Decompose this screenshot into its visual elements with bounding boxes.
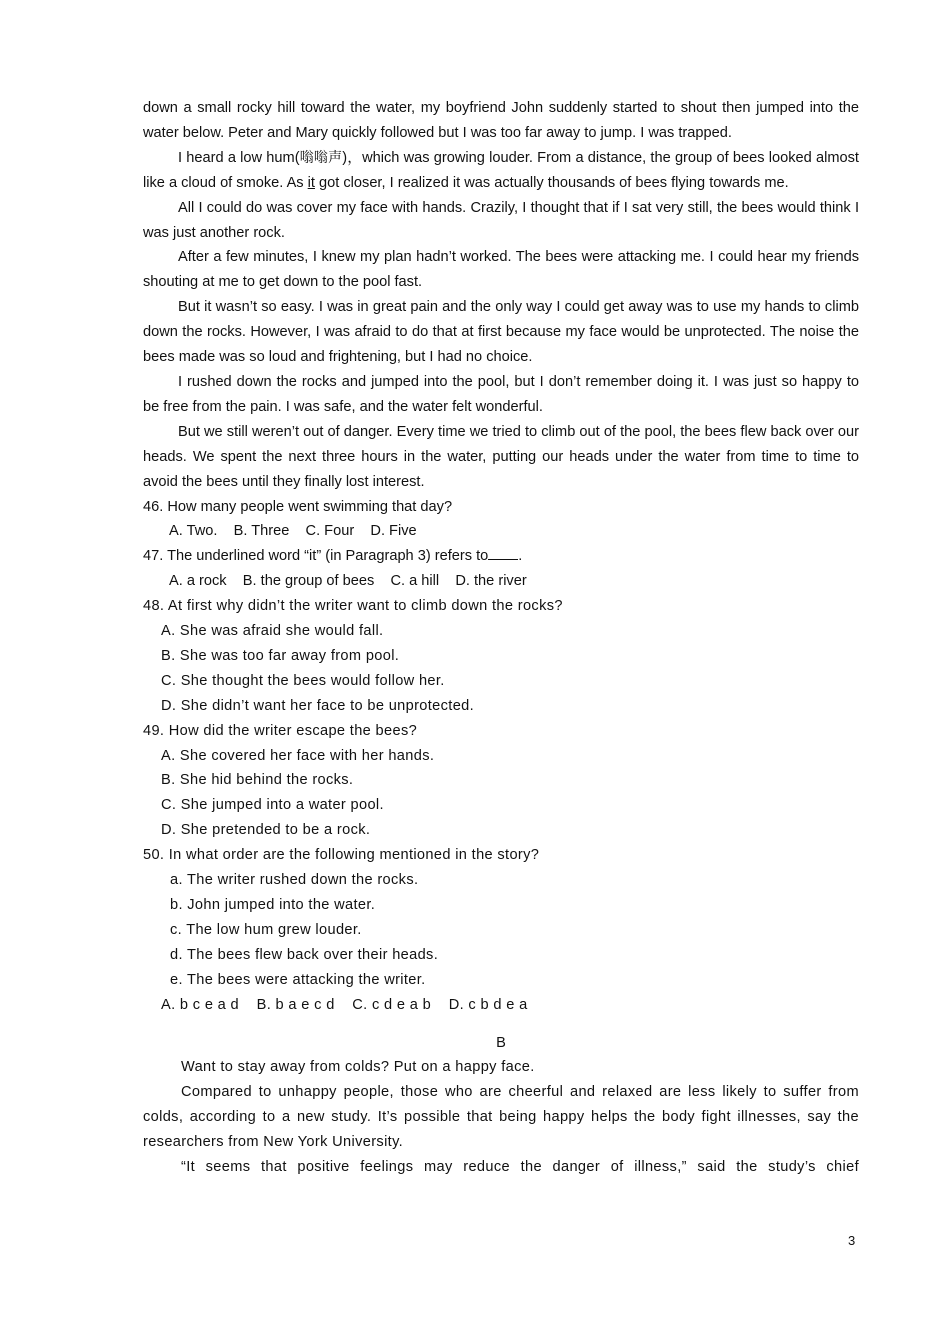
paragraph-2-text-start: I heard a low hum( bbox=[178, 149, 300, 166]
question-48-option: A. She was afraid she would fall. bbox=[161, 623, 384, 640]
question-46-options: A. Two. B. Three C. Four D. Five bbox=[169, 523, 417, 540]
question-49-option: C. She jumped into a water pool. bbox=[161, 797, 384, 814]
question-47-stem bbox=[143, 544, 859, 569]
passage-b-paragraph-1: Want to stay away from colds? Put on a happy face. bbox=[181, 1059, 535, 1076]
question-47-stem-text: 47. The underlined word “it” (in Paragraph 3) refers to bbox=[143, 548, 489, 565]
question-50-event: b. John jumped into the water. bbox=[170, 897, 376, 913]
page-number: 3 bbox=[848, 1233, 856, 1248]
underlined-word-it: it bbox=[307, 174, 315, 191]
question-49-option: A. She covered her face with her hands. bbox=[161, 747, 435, 764]
question-48-option: C. She thought the bees would follow her. bbox=[161, 672, 445, 689]
question-49-option: B. She hid behind the rocks. bbox=[161, 772, 354, 789]
question-50-event: d. The bees flew back over their heads. bbox=[170, 946, 439, 963]
question-48-option: B. She was too far away from pool. bbox=[161, 647, 400, 664]
question-50-event: e. The bees were attacking the writer. bbox=[170, 971, 426, 988]
question-49-option: D. She pretended to be a rock. bbox=[161, 822, 371, 839]
chinese-gloss: 嗡嗡声 bbox=[299, 149, 343, 166]
passage-b-paragraph-2: Compared to unhappy people, those who are cheerful and relaxed are less likely to suffer from colds, according to a new study. It’s possible that being happy helps the body fight illnesses, say the researchers from New York University. bbox=[143, 1084, 859, 1151]
question-50-options: A. b c e a d B. b a e c d C. c d e a b D. c b d e a bbox=[161, 996, 528, 1013]
passage-a-paragraph-5: But it wasn’t so easy. I was in great pain and the only way I could get away was to use my hands to climb down the rocks. However, I was afraid to do that at first because my face would be unprotected. The noise the bees made was so loud and frightening, but I had no choice. bbox=[143, 299, 859, 366]
question-50-event: a. The writer rushed down the rocks. bbox=[170, 872, 419, 889]
passage-b-paragraph-3: “It seems that positive feelings may reduce the danger of illness,” said the study’s chief bbox=[181, 1159, 859, 1176]
question-47-stem-end: . bbox=[518, 548, 523, 565]
question-47-options: A. a rock B. the group of bees C. a hill D. the river bbox=[169, 573, 527, 590]
paragraph-2-text-end: got closer, I realized it was actually thousands of bees flying towards me. bbox=[314, 174, 789, 191]
passage-a-paragraph-3: All I could do was cover my face with hands. Crazily, I thought that if I sat very still, the bees would think I was just another rock. bbox=[143, 199, 859, 241]
section-heading-b: B bbox=[496, 1034, 506, 1051]
passage-a-paragraph-7: But we still weren’t out of danger. Every time we tried to climb out of the pool, the bees flew back over our heads. We spent the next three hours in the water, putting our heads under the water from time to time to avoid the bees until they finally lost interest. bbox=[143, 423, 859, 490]
paragraph-2-text-middle: )，which was growing louder. From a distance, the group of bees looked almost like a cloud of smoke. As bbox=[143, 149, 859, 191]
question-48-stem: 48. At first why didn’t the writer want to climb down the rocks? bbox=[143, 598, 563, 615]
page-content bbox=[143, 96, 859, 1180]
question-48-option: D. She didn’t want her face to be unprotected. bbox=[161, 697, 475, 714]
passage-a-paragraph-6: I rushed down the rocks and jumped into the pool, but I don’t remember doing it. I was just so happy to be free from the pain. I was safe, and the water felt wonderful. bbox=[143, 373, 859, 415]
passage-a-paragraph-2 bbox=[143, 146, 859, 196]
question-50-stem: 50. In what order are the following mentioned in the story? bbox=[143, 847, 540, 864]
question-46-stem: 46. How many people went swimming that day? bbox=[143, 498, 453, 515]
question-50-event: c. The low hum grew louder. bbox=[170, 921, 362, 938]
passage-a-paragraph-1: down a small rocky hill toward the water, my boyfriend John suddenly started to shout then jumped into the water below. Peter and Mary quickly followed but I was too far away to jump. I was trapped. bbox=[143, 100, 859, 141]
passage-a-paragraph-4: After a few minutes, I knew my plan hadn’t worked. The bees were attacking me. I could hear my friends shouting at me to get down to the pool fast. bbox=[143, 249, 859, 291]
question-49-stem: 49. How did the writer escape the bees? bbox=[143, 722, 418, 739]
answer-blank bbox=[488, 545, 518, 560]
